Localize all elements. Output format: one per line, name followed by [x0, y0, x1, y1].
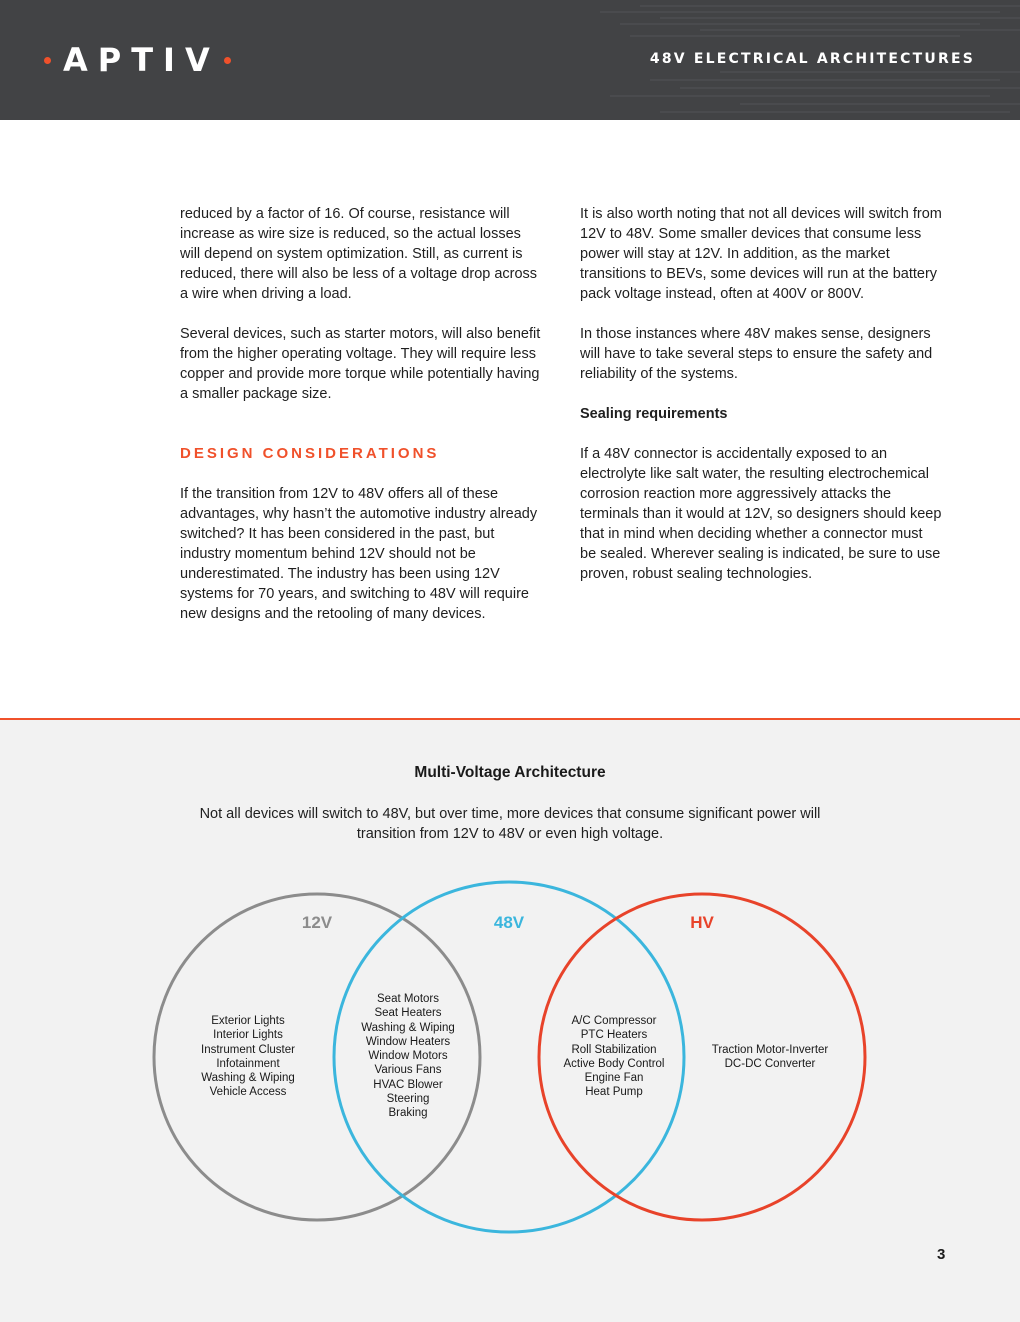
list-item: Interior Lights — [213, 1029, 283, 1042]
paragraph: reduced by a factor of 16. Of course, resistance will increase as wire size is reduced, so the actual losses will depend on system optimization. Still, as current is reduced, there will also be less of a voltage drop across a wire when driving a load. — [180, 206, 538, 302]
list-item: Braking — [388, 1107, 428, 1120]
subsection-heading: Sealing requirements — [580, 406, 728, 422]
list-item: Heat Pump — [585, 1086, 643, 1099]
paragraph: It is also worth noting that not all devices will switch from 12V to 48V. Some smaller devices that consume less power will stay at 12V. In addition, as the market transitions to BEVs, some devices will run at the battery pack voltage instead, often at 400V or 800V. — [580, 206, 942, 302]
label-48v: 48V — [493, 913, 525, 932]
list-item: Washing & Wiping — [201, 1072, 295, 1085]
list-item: Window Heaters — [365, 1035, 451, 1048]
list-item: Window Motors — [368, 1050, 448, 1063]
diagram-title: Multi-Voltage Architecture — [414, 764, 606, 781]
page-number: 3 — [937, 1246, 946, 1263]
paragraph: Several devices, such as starter motors, will also benefit from the higher operating voltage. They will require less copper and provide more torque while potentially having a smaller package size. — [180, 326, 541, 402]
list-item: Infotainment — [216, 1057, 280, 1070]
list-item: Traction Motor-Inverter — [711, 1044, 829, 1056]
list-item: Engine Fan — [584, 1072, 644, 1085]
list-item: Roll Stabilization — [571, 1043, 657, 1056]
list-only-hv — [695, 1043, 845, 1072]
list-item: Various Fans — [374, 1064, 442, 1077]
logo-text: APTIV — [63, 41, 220, 79]
label-hv: HV — [690, 913, 714, 932]
list-item: Seat Motors — [377, 993, 439, 1005]
list-item: PTC Heaters — [580, 1029, 648, 1042]
list-48v-hv — [544, 1014, 684, 1100]
list-item: DC-DC Converter — [724, 1058, 816, 1071]
list-item: Washing & Wiping — [361, 1021, 455, 1034]
list-item: Active Body Control — [563, 1057, 665, 1070]
list-item: Steering — [386, 1093, 430, 1106]
list-item: Exterior Lights — [211, 1015, 285, 1027]
paragraph: If the transition from 12V to 48V offers all of these advantages, why hasn’t the automotive industry already switched? It has been considered in the past, but industry momentum behind 12V should not be underestimated. The industry has been using 12V systems for 70 years, and switching to 48V will require new designs and the retooling of many devices. — [180, 486, 538, 622]
list-item: HVAC Blower — [373, 1078, 443, 1091]
section-heading: DESIGN CONSIDERATIONS — [180, 445, 440, 462]
paragraph: If a 48V connector is accidentally exposed to an electrolyte like salt water, the resulting electrochemical corrosion reaction more aggressively attacks the terminals than it would at 12V, so designers should keep that in mind when deciding whether a connector must be sealed. Wherever sealing is indicated, be sure to use proven, robust sealing technologies. — [580, 446, 942, 582]
paragraph: In those instances where 48V makes sense, designers will have to take several steps to ensure the safety and reliability of the systems. — [580, 326, 933, 382]
list-12v-48v — [343, 992, 473, 1121]
list-only-12v — [178, 1014, 318, 1100]
list-item: A/C Compressor — [571, 1015, 657, 1027]
list-item: Instrument Cluster — [201, 1043, 295, 1056]
list-item: Seat Heaters — [374, 1007, 442, 1020]
list-item: Vehicle Access — [209, 1086, 287, 1099]
diagram-subtitle: Not all devices will switch to 48V, but over time, more devices that consume significant power will transition from 12V to 48V or even high voltage. — [199, 806, 821, 842]
label-12v: 12V — [301, 913, 333, 932]
document-title: 48V ELECTRICAL ARCHITECTURES — [649, 51, 975, 67]
